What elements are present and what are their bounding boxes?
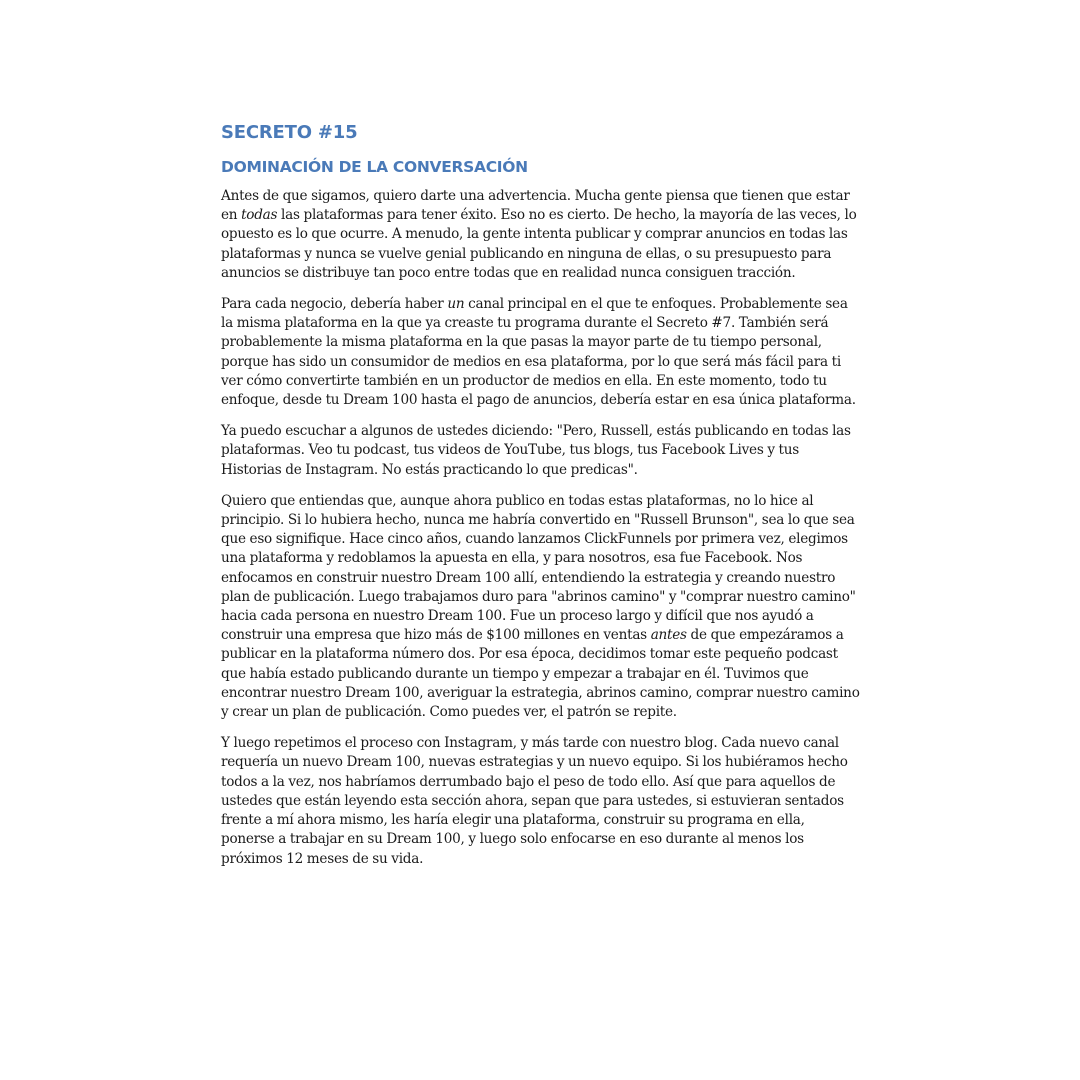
paragraph-2 xyxy=(221,295,861,410)
emphasis-text: todas xyxy=(241,207,278,224)
section-title: DOMINACIÓN DE LA CONVERSACIÓN xyxy=(221,158,528,176)
paragraph-text: Quiero que entiendas que, aunque ahora publico en todas estas plataformas, no lo hice al principio. Si lo hubiera hecho, nunca me habría convertido en "Russell Brunson", sea lo que sea que eso signifique. Hace cinco años, cuando lanzamos ClickFunnels por primera vez, elegimos una plataforma y redoblamos la apuesta en ella, y para nosotros, esa fue Facebook. Nos enfocamos en construir nuestro Dream 100 allí, entendiendo la estrategia y creando nuestro plan de publicación. Luego trabajamos duro para "abrinos camino" y "comprar nuestro camino" hacia cada persona en nuestro Dream 100. Fue un proceso largo y difícil que nos ayudó a construir una empresa que hizo más de $100 millones en ventas xyxy=(221,492,856,644)
paragraph-text: Para cada negocio, debería haber xyxy=(221,296,448,313)
paragraph-5: Y luego repetimos el proceso con Instagram, y más tarde con nuestro blog. Cada nuevo canal requería un nuevo Dream 100, nuevas estrategias y un nuevo equipo. Si los hubiéramos hecho todos a la vez, nos habríamos derrumbado bajo el peso de todo ello. Así que para aquellos de ustedes que están leyendo esta sección ahora, sepan que para ustedes, si estuvieran sentados frente a mí ahora mismo, les haría elegir una plataforma, construir su programa en ella, ponerse a trabajar en su Dream 100, y luego solo enfocarse en eso durante al menos los próximos 12 meses de su vida. xyxy=(221,735,848,867)
paragraph-4 xyxy=(221,492,861,722)
chapter-title: SECRETO #15 xyxy=(221,122,358,143)
paragraph-text: Antes de que sigamos, quiero darte una advertencia. Mucha gente piensa que tienen que estar en xyxy=(221,188,850,224)
emphasis-text: antes xyxy=(650,627,687,644)
paragraph-text: de que empezáramos a publicar en la plataforma número dos. Por esa época, decidimos tomar este pequeño podcast que había estado publicando durante un tiempo y empezar a trabajar en él. Tuvimos que encontrar nuestro Dream 100, averiguar la estrategia, abrinos camino, comprar nuestro camino y crear un plan de publicación. Como puedes ver, el patrón se repite. xyxy=(221,627,860,721)
emphasis-text: un xyxy=(447,296,465,313)
paragraph-3: Ya puedo escuchar a algunos de ustedes diciendo: "Pero, Russell, estás publicando en todas las plataformas. Veo tu podcast, tus videos de YouTube, tus blogs, tus Facebook Lives y tus Historias de Instagram. No estás practicando lo que predicas". xyxy=(221,423,851,478)
paragraph-1 xyxy=(221,187,861,283)
document-page xyxy=(221,120,861,881)
paragraph-text: canal principal en el que te enfoques. Probablemente sea la misma plataforma en la que ya creaste tu programa durante el Secreto #7. También será probablemente la misma plataforma en la que pasas la mayor parte de tu tiempo personal, porque has sido un consumidor de medios en esa plataforma, por lo que será más fácil para ti ver cómo convertirte también en un productor de medios en ella. En este momento, todo tu enfoque, desde tu Dream 100 hasta el pago de anuncios, debería estar en esa única plataforma. xyxy=(221,296,856,409)
paragraph-text: las plataformas para tener éxito. Eso no es cierto. De hecho, la mayoría de las veces, lo opuesto es lo que ocurre. A menudo, la gente intenta publicar y comprar anuncios en todas las plataformas y nunca se vuelve genial publicando en ninguna de ellas, o su presupuesto para anuncios se distribuye tan poco entre todas que en realidad nunca consiguen tracción. xyxy=(221,207,857,281)
